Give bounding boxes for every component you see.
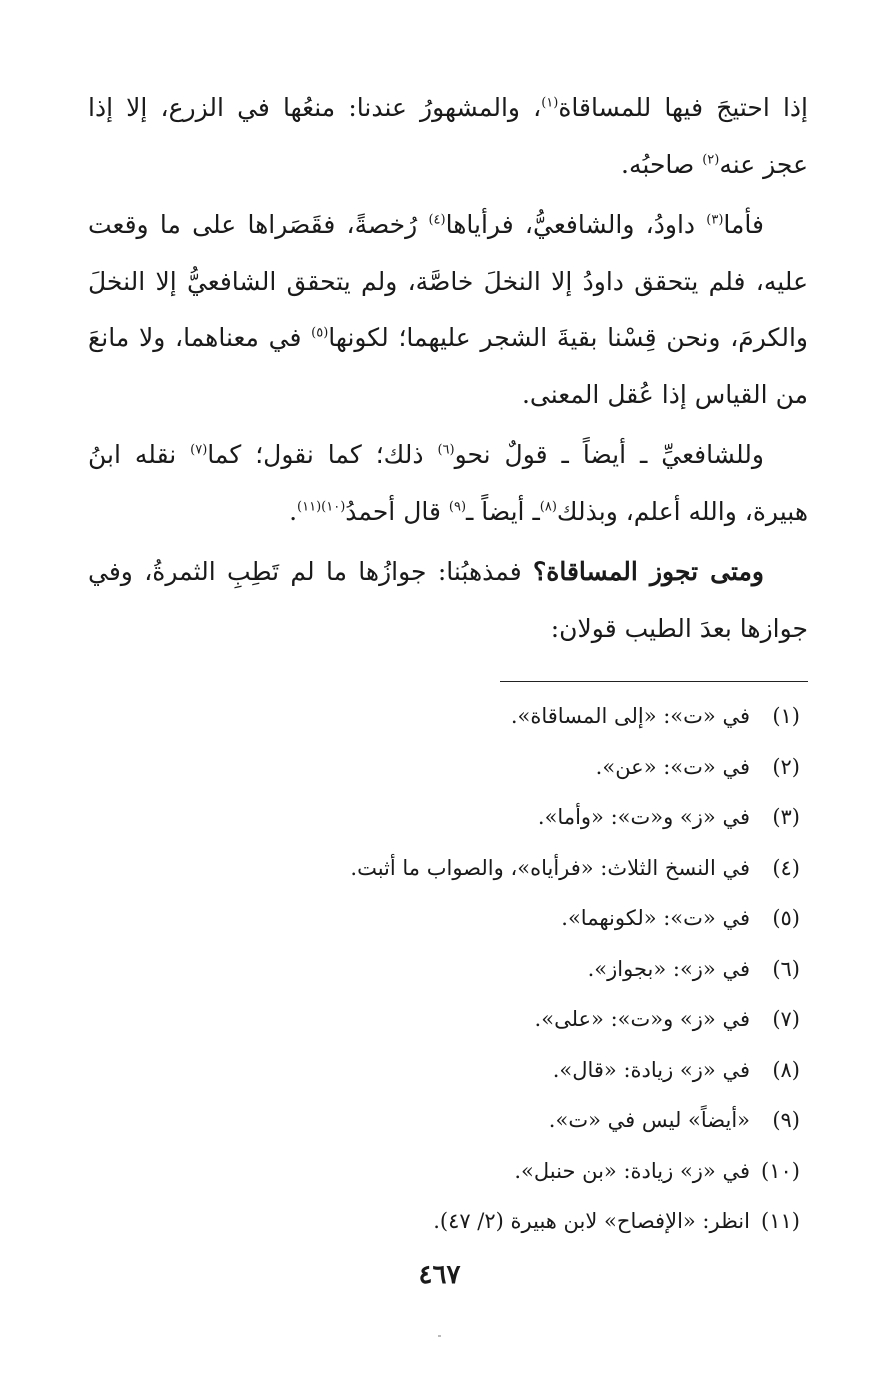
paragraph-3	[88, 427, 808, 540]
footnote-text: في «ت»: «عن».	[595, 754, 750, 779]
text-run: قال أحمدُ	[345, 496, 449, 526]
text-run: ـ أيضاً ـ	[466, 496, 540, 526]
footnote-ref[interactable]: (١٠)(١١)	[297, 499, 346, 515]
footnote	[88, 747, 808, 798]
footnote-number: (٩)	[772, 1108, 800, 1132]
footnote-ref[interactable]: (٤)	[428, 212, 446, 228]
footnote-ref[interactable]: (٢)	[702, 152, 720, 168]
footnote-text: في «ت»: «إلى المساقاة».	[510, 704, 750, 728]
text-run: .	[289, 496, 298, 526]
text-run: وللشافعيِّ ـ أيضاً ـ قولٌ نحو	[454, 440, 764, 469]
footnote-ref[interactable]: (٣)	[706, 212, 724, 228]
footnote-text: في النسخ الثلاث: «فرأياه»، والصواب ما أثبت.	[350, 855, 750, 880]
text-run: في معناهما، ولا مانعَ من القياس إذا عُقل المعنى.	[88, 323, 808, 409]
footnote	[88, 848, 808, 899]
footnote	[88, 999, 808, 1050]
footnote-text: في «ز» و«ت»: «وأما».	[537, 805, 750, 829]
footnote-number: (١١)	[761, 1209, 800, 1233]
text-run: فمذهبُنا: جوازُها ما لم تَطِبِ الثمرةُ، وفي جوازها بعدَ الطيب قولان:	[88, 557, 808, 643]
footnote-text: في «ز» زيادة: «بن حنبل».	[514, 1158, 750, 1183]
footnote-text: في «ز»: «بجواز».	[587, 956, 750, 981]
text-run: نقله ابنُ هبيرة، والله أعلم، وبذلك	[88, 440, 808, 526]
footnote	[88, 1100, 808, 1151]
text-run: إذا احتيجَ فيها للمساقاة	[558, 93, 808, 122]
text-run: ذلك؛ كما نقول؛ كما	[207, 440, 438, 469]
text-run: صاحبُه.	[621, 149, 703, 179]
paragraph-2	[88, 197, 808, 423]
footnote-number: (١٠)	[761, 1158, 800, 1183]
footnote-ref[interactable]: (٨)	[539, 499, 557, 515]
footnote-number: (٧)	[772, 1007, 800, 1031]
footnote-number: (٢)	[772, 754, 800, 779]
footnote-ref[interactable]: (٥)	[311, 325, 329, 341]
main-text	[88, 80, 808, 661]
footnote-text: «أيضاً» ليس في «ت».	[548, 1108, 750, 1132]
footnote	[88, 1050, 808, 1101]
footnote	[88, 949, 808, 1000]
footnotes-list	[88, 696, 808, 1252]
footnote-number: (٣)	[772, 805, 800, 829]
footnote	[88, 1201, 808, 1252]
text-run: فأما	[723, 210, 764, 239]
footnote-ref[interactable]: (٩)	[448, 499, 467, 515]
footnote-text: في «ز» و«ت»: «على».	[534, 1007, 750, 1031]
paragraph-4	[88, 544, 808, 657]
footnote-number: (٨)	[772, 1057, 800, 1082]
footnote-number: (٥)	[772, 906, 800, 930]
footnote-text: في «ز» زيادة: «قال».	[552, 1057, 750, 1082]
footnote-text: في «ت»: «لكونهما».	[561, 906, 750, 930]
page-number: ٤٦٧	[418, 1260, 461, 1290]
text-run: ، والمشهورُ عندنا: منعُها في الزرع، إلا إذا عجز عنه	[88, 93, 808, 179]
print-mark	[438, 1335, 441, 1337]
footnote	[88, 898, 808, 949]
footnote-ref[interactable]: (٦)	[437, 442, 455, 458]
footnote-separator	[500, 681, 808, 682]
footnote-text: انظر: «الإفصاح» لابن هبيرة (٢/ ٤٧).	[433, 1209, 750, 1233]
footnote-number: (٦)	[772, 956, 800, 981]
section-question: ومتى تجوز المساقاة؟	[533, 557, 764, 586]
paragraph-1	[88, 80, 808, 193]
footnote-number: (١)	[772, 704, 800, 728]
footnote-number: (٤)	[772, 855, 800, 880]
footnote	[88, 1151, 808, 1202]
footnote-ref[interactable]: (٧)	[190, 442, 208, 458]
footnote	[88, 696, 808, 747]
footnote	[88, 797, 808, 848]
text-run: داودُ، والشافعيُّ، فرأياها	[445, 210, 707, 239]
footnote-ref[interactable]: (١)	[541, 95, 559, 111]
text-run: رُخصةً، فقَصَراها على ما وقعت عليه، فلم يتحقق داودُ إلا النخلَ خاصَّة، ولم يتحقق الشافعيُّ إلا النخلَ والكرمَ، ونحن قِسْنا بقيةَ الشجر عليهما؛ لكونها	[88, 210, 808, 352]
